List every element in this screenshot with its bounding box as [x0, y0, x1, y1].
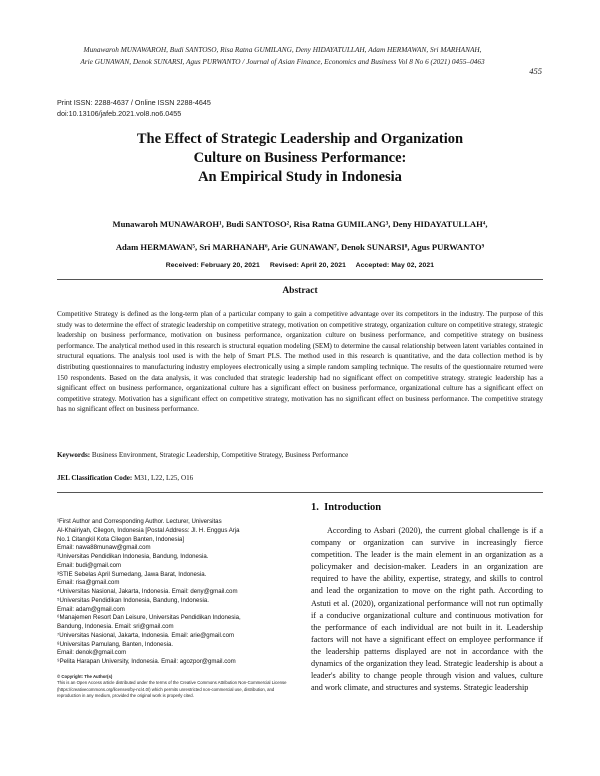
footnote-line: Al-Khairiyah, Cilegon, Indonesia [Postal Address: Jl. H. Enggus Arja [57, 526, 240, 534]
author-list [57, 213, 543, 259]
author-footnotes [57, 518, 292, 667]
footnote-line: ⁶Manajemen Resort Dan Leisure, Universitas Pendidikan Indonesia, [57, 614, 241, 622]
issn-line: Print ISSN: 2288-4637 / Online ISSN 2288-4645 [57, 98, 211, 107]
footnote-line: Email: risa@gmail.com [57, 579, 120, 587]
footnote-line: ⁵Universitas Pendidikan Indonesia, Bandung, Indonesia. [57, 596, 209, 604]
jel-classification [57, 474, 543, 482]
footnote-line: Email: budi@gmail.com [57, 561, 122, 569]
abstract-text: Competitive Strategy is defined as the long-term plan of a particular company to gain a competitive advantage over its competitors in the industry. The purpose of this study was to determine the effect of strategic leadership on competitive strategy, motivation on competitive strategy, organization culture on competitive strategy, strategic leadership on business performance, motivation on business performance, organization culture on business performance, and competitive strategy on business performance. The analytical method used in this research is structural equation modeling (SEM) to determine the causal relationship between latent variables contained in structural equations. The analysis tool used is with the help of Smart PLS. The method used in this research is quantitative, and the data collection method is by distributing questionnaires to manufacturing industry employees electronically using a simple random sampling technique. The results of the questionnaire returned were 150 respondents. Based on the data analysis, it was concluded that strategic leadership had no significant effect on competitive strategy. strategic leadership has a significant effect on business performance, organizational culture has a significant effect on business performance, organizational culture has a significant effect on competitive strategy. Motivation has a significant effect on competitive strategy, motivation has no significant effect on business performance. The competitive strategy has no significant effect on business performance. [57, 310, 543, 414]
intro-heading: 1. Introduction [311, 502, 382, 513]
footnote-line: ⁹Pelita Harapan University, Indonesia. Email: agozpor@gmail.com [57, 658, 236, 665]
footnote-line: ⁴Universitas Nasional, Jakarta, Indonesia. Email: deny@gmail.com [57, 588, 238, 595]
footnote-line: ⁷Universitas Nasional, Jakarta, Indonesia. Email: arie@gmail.com [57, 631, 235, 639]
divider-bottom [57, 492, 543, 493]
title-line-1: The Effect of Strategic Leadership and Organization [136, 131, 464, 147]
footnote-line: Email: denok@gmail.com [57, 649, 127, 657]
running-header-line-2: Arie GUNAWAN, Denok SUNARSI, Agus PURWANTO / Journal of Asian Finance, Economics and Business Vol 8 No 6 (2021) 0455–0463 [80, 57, 485, 66]
doi-line: doi:10.13106/jafeb.2021.vol8.no6.0455 [57, 109, 182, 118]
footnote-line: No.1 Citangkil Kota Cilegon Banten, Indonesia] [57, 535, 185, 543]
keywords-label: Keywords: [57, 451, 91, 459]
issn-block [57, 97, 211, 119]
footnote-line: Bandung, Indonesia. Email: sri@gmail.com [57, 623, 174, 630]
submission-dates: Received: February 20, 2021 Revised: April 20, 2021 Accepted: May 02, 2021 [165, 262, 435, 269]
copyright-text: This is an Open Access article distributed under the terms of the Creative Commons Attribution Non-Commercial License (https://creativecommons.org/licenses/by-nc/4.0/) which permits unrestricted non-commercial use, distribution, and reproduction in any medium, provided the original work is properly cited. [57, 680, 287, 698]
jel-label: JEL Classification Code: [57, 474, 133, 482]
keywords [57, 451, 543, 459]
authors-line-2: Adam HERMAWAN⁵, Sri MARHANAH⁶, Arie GUNAWAN⁷, Denok SUNARSI⁸, Agus PURWANTO⁹ [115, 242, 485, 252]
authors-line-1: Munawaroh MUNAWAROH¹, Budi SANTOSO², Risa Ratna GUMILANG³, Deny HIDAYATULLAH⁴, [112, 219, 488, 229]
page-number: 455 [529, 66, 542, 76]
keywords-text: Business Environment, Strategic Leadership, Competitive Strategy, Business Performance [91, 451, 349, 459]
copyright-heading: © Copyright: The Author(s) [57, 674, 113, 679]
footnote-line: ²Universitas Pendidikan Indonesia, Bandung, Indonesia. [57, 553, 209, 560]
footnote-line: Email: adam@gmail.com [57, 605, 125, 613]
footnote-line: ³STIE Sebelas April Sumedang, Jawa Barat, Indonesia. [57, 570, 207, 578]
title-line-2: Culture on Business Performance: [193, 150, 407, 166]
footnote-line: Email: nawa88munaw@gmail.com [57, 544, 151, 552]
footnote-line: ¹First Author and Corresponding Author. Lecturer, Universitas [57, 518, 222, 525]
copyright-notice [57, 674, 297, 699]
abstract-heading: Abstract [282, 286, 318, 296]
intro-paragraph: According to Asbari (2020), the current global challenge is if a company or organization can survive in increasingly fierce competition. The leader is the main element in an organization as a policymaker and decision-maker. Leaders in an organization are required to have the ability, expertise, strategy, and skills to control and lead the organization to move on the right path. According to Astuti et al. (2020), organizational performance will not run optimally if a conducive organizational culture and continuous motivation for the performance of each individual are not built in it. Leadership factors will not have a significant effect on employee performance if the leadership patterns displayed are not in accordance with the dynamics of the organization they lead. Strategic leadership is about a leader's ability to change people through vision and values, culture and work climate, and structures and systems. Strategic leadership [311, 526, 543, 693]
running-header [60, 44, 505, 68]
running-header-line-1: Munawaroh MUNAWAROH, Budi SANTOSO, Risa Ratna GUMILANG, Deny HIDAYATULLAH, Adam HERMAWAN, Sri MARHANAH, [83, 45, 482, 54]
divider-top [57, 279, 543, 280]
article-title [57, 130, 543, 187]
footnote-line: ⁸Universitas Pamulang, Banten, Indonesia. [57, 640, 174, 648]
title-line-3: An Empirical Study in Indonesia [198, 169, 402, 185]
jel-codes: M31, L22, L25, O16 [134, 474, 194, 482]
